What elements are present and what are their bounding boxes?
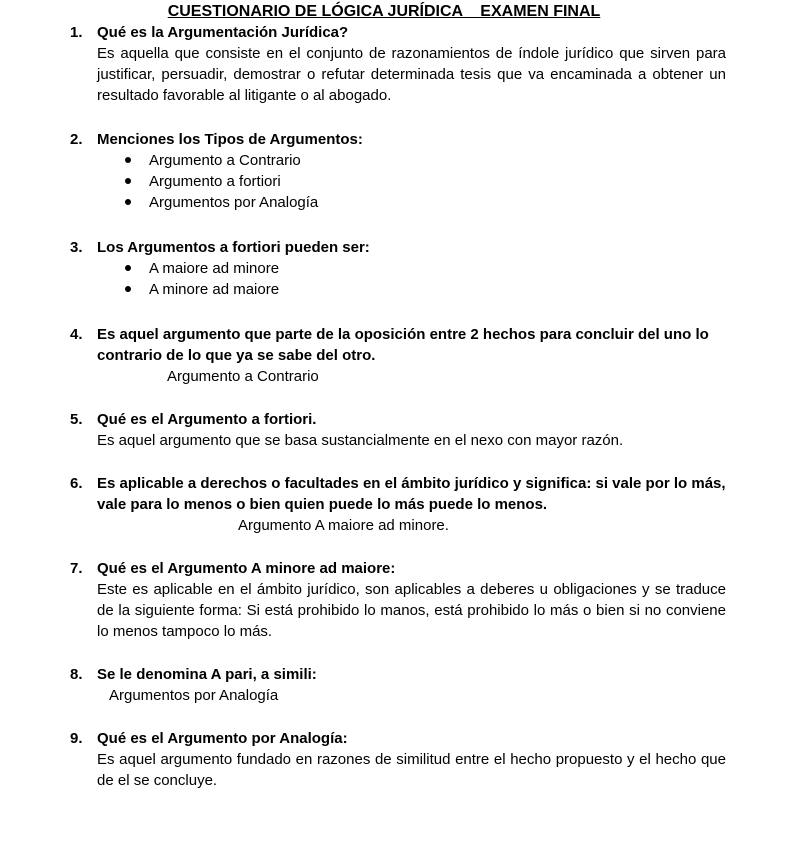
question-number: 7. bbox=[70, 560, 83, 577]
bullet-text: A maiore ad minore bbox=[149, 260, 280, 277]
question-text: Se le denomina A pari, a simili: bbox=[97, 666, 317, 683]
question-text: Es aquel argumento que parte de la oposición entre 2 hechos para concluir del uno lo contrario de lo que ya se sabe del otro. bbox=[97, 326, 709, 364]
question-text: Qué es el Argumento A minore ad maiore: bbox=[97, 560, 396, 577]
bullet-text: A minore ad maiore bbox=[149, 281, 280, 298]
question-text: Qué es el Argumento por Analogía: bbox=[97, 730, 348, 747]
question-text: Qué es el Argumento a fortiori. bbox=[97, 411, 317, 428]
question-1 bbox=[70, 22, 726, 106]
answer-text: Este es aplicable en el ámbito jurídico, son aplicables a deberes u obligaciones y se traduce de la siguiente forma: Si está prohibido lo manos, está prohibido lo más o bien si no conviene lo menos tampoco lo más. bbox=[97, 581, 726, 640]
question-2 bbox=[70, 129, 726, 213]
bullet-item bbox=[125, 279, 726, 300]
question-9 bbox=[70, 728, 726, 791]
answer-text: Es aquel argumento que se basa sustancialmente en el nexo con mayor razón. bbox=[97, 432, 624, 449]
bullet-icon bbox=[125, 286, 131, 292]
answer-text: Argumento A maiore ad minore. bbox=[238, 517, 449, 534]
question-text: Qué es la Argumentación Jurídica? bbox=[97, 24, 349, 41]
question-6 bbox=[70, 473, 726, 536]
question-number: 9. bbox=[70, 730, 83, 747]
bullet-text: Argumento a fortiori bbox=[149, 173, 281, 190]
bullet-icon bbox=[125, 178, 131, 184]
bullet-icon bbox=[125, 157, 131, 163]
bullet-icon bbox=[125, 265, 131, 271]
question-number: 3. bbox=[70, 239, 83, 256]
question-number: 8. bbox=[70, 666, 83, 683]
question-number: 2. bbox=[70, 131, 83, 148]
question-number: 6. bbox=[70, 475, 83, 492]
bullet-item bbox=[125, 171, 726, 192]
question-7 bbox=[70, 558, 726, 642]
answer-text: Argumentos por Analogía bbox=[109, 687, 279, 704]
answer-text: Es aquella que consiste en el conjunto de razonamientos de índole jurídico que sirven para justificar, persuadir, demostrar o refutar determinada tesis que va encaminada a obtener un resultado favorable al litigante o al abogado. bbox=[97, 45, 726, 104]
question-8 bbox=[70, 664, 726, 706]
question-4 bbox=[70, 324, 726, 387]
question-number: 5. bbox=[70, 411, 83, 428]
question-number: 4. bbox=[70, 326, 83, 343]
bullet-text: Argumento a Contrario bbox=[149, 152, 301, 169]
question-text: Menciones los Tipos de Argumentos: bbox=[97, 131, 363, 148]
question-3 bbox=[70, 237, 726, 300]
question-number: 1. bbox=[70, 24, 83, 41]
bullet-list bbox=[125, 258, 726, 300]
bullet-item bbox=[125, 258, 726, 279]
bullet-list bbox=[125, 150, 726, 213]
question-text: Los Argumentos a fortiori pueden ser: bbox=[97, 239, 370, 256]
bullet-icon bbox=[125, 199, 131, 205]
answer-text: Es aquel argumento fundado en razones de similitud entre el hecho propuesto y el hecho que de el se concluye. bbox=[97, 751, 726, 789]
bullet-item bbox=[125, 150, 726, 171]
document-title: CUESTIONARIO DE LÓGICA JURÍDICA EXAMEN FINAL bbox=[167, 3, 601, 20]
question-5 bbox=[70, 409, 726, 451]
bullet-text: Argumentos por Analogía bbox=[149, 194, 319, 211]
question-text: Es aplicable a derechos o facultades en el ámbito jurídico y significa: si vale por lo más, vale para lo menos o bien quien puede lo más puede lo menos. bbox=[97, 475, 726, 513]
bullet-item bbox=[125, 192, 726, 213]
answer-text: Argumento a Contrario bbox=[167, 368, 319, 385]
